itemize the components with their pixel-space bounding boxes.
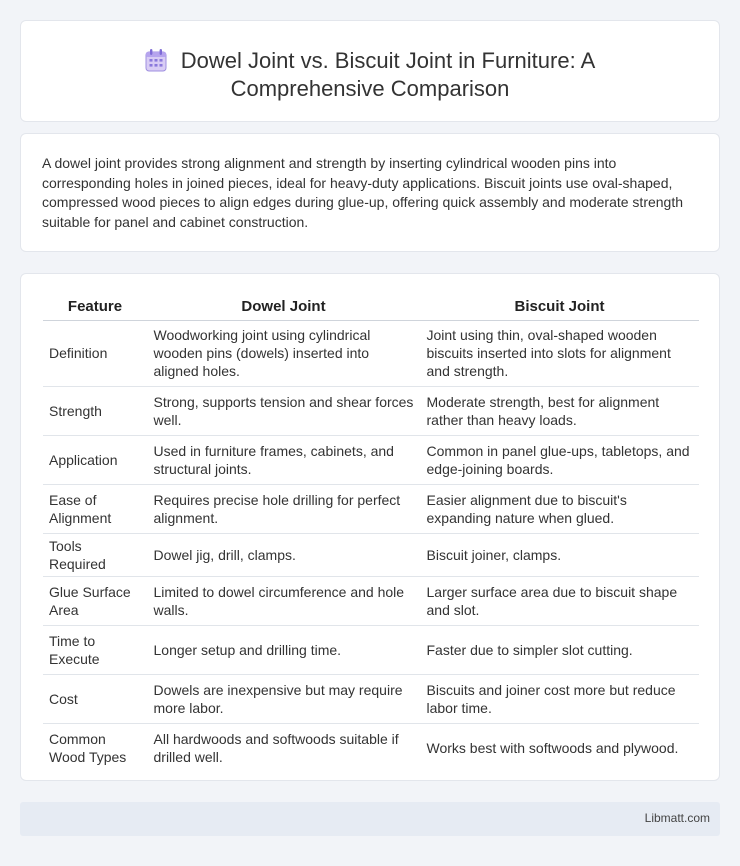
table-row [43,533,699,576]
table-row [43,723,699,772]
table-row [43,576,699,625]
feature-cell: Strength [43,386,147,435]
table-row [43,386,699,435]
table-header-row [43,294,699,320]
table-row [43,674,699,723]
comparison-card [20,273,720,781]
intro-paragraph: A dowel joint provides strong alignment and strength by inserting cylindrical wooden pins into corresponding holes in joined pieces, ideal for heavy-duty applications. Biscuit joints use oval-shaped, compressed wood pieces to align edges during glue-up, offering quick assembly and moderate strength suitable for panel and cabinet construction. [42,155,684,230]
dowel-cell: Requires precise hole drilling for perfect alignment. [147,484,420,533]
title-card [20,20,720,122]
feature-cell: Tools Required [43,533,147,576]
biscuit-cell: Larger surface area due to biscuit shape and slot. [420,576,699,625]
page-title [21,47,719,103]
feature-cell: Common Wood Types [49,730,127,765]
feature-cell: Application [43,435,147,484]
feature-cell: Time to Execute [43,625,147,674]
biscuit-cell: Biscuit joiner, clamps. [420,533,699,576]
intro-card [20,133,720,252]
feature-cell: Definition [43,320,147,386]
footer-site-link[interactable]: Libmatt.com [644,811,710,825]
dowel-cell: Limited to dowel circumference and hole walls. [147,576,420,625]
biscuit-cell: Easier alignment due to biscuit's expanding nature when glued. [420,484,699,533]
table-row [43,625,699,674]
dowel-cell: Woodworking joint using cylindrical wooden pins (dowels) inserted into aligned holes. [147,320,420,386]
biscuit-cell: Joint using thin, oval-shaped wooden biscuits inserted into slots for alignment and strength. [420,320,699,386]
feature-cell: Ease of Alignment [43,484,147,533]
biscuit-cell: Works best with softwoods and plywood. [420,723,699,772]
header-dowel-joint: Dowel Joint [147,294,420,320]
dowel-cell: Longer setup and drilling time. [147,625,420,674]
biscuit-cell: Faster due to simpler slot cutting. [420,625,699,674]
calendar-icon [145,48,167,72]
dowel-cell: Used in furniture frames, cabinets, and structural joints. [147,435,420,484]
dowel-cell: All hardwoods and softwoods suitable if drilled well. [147,723,420,772]
biscuit-cell: Moderate strength, best for alignment rather than heavy loads. [420,386,699,435]
header-biscuit-joint: Biscuit Joint [420,294,699,320]
table-row [43,435,699,484]
biscuit-cell: Common in panel glue-ups, tabletops, and edge-joining boards. [420,435,699,484]
table-row [43,484,699,533]
table-row [43,320,699,386]
title-line-1: Dowel Joint vs. Biscuit Joint in Furniture: A [180,48,596,73]
comparison-table [43,294,699,772]
biscuit-cell: Biscuits and joiner cost more but reduce labor time. [420,674,699,723]
feature-cell: Cost [43,674,147,723]
dowel-cell: Dowel jig, drill, clamps. [147,533,420,576]
feature-cell: Glue Surface Area [43,576,147,625]
dowel-cell: Dowels are inexpensive but may require more labor. [147,674,420,723]
header-feature: Feature [43,294,147,320]
title-line-2: Comprehensive Comparison [230,76,510,101]
dowel-cell: Strong, supports tension and shear forces well. [147,386,420,435]
footer [20,802,720,836]
